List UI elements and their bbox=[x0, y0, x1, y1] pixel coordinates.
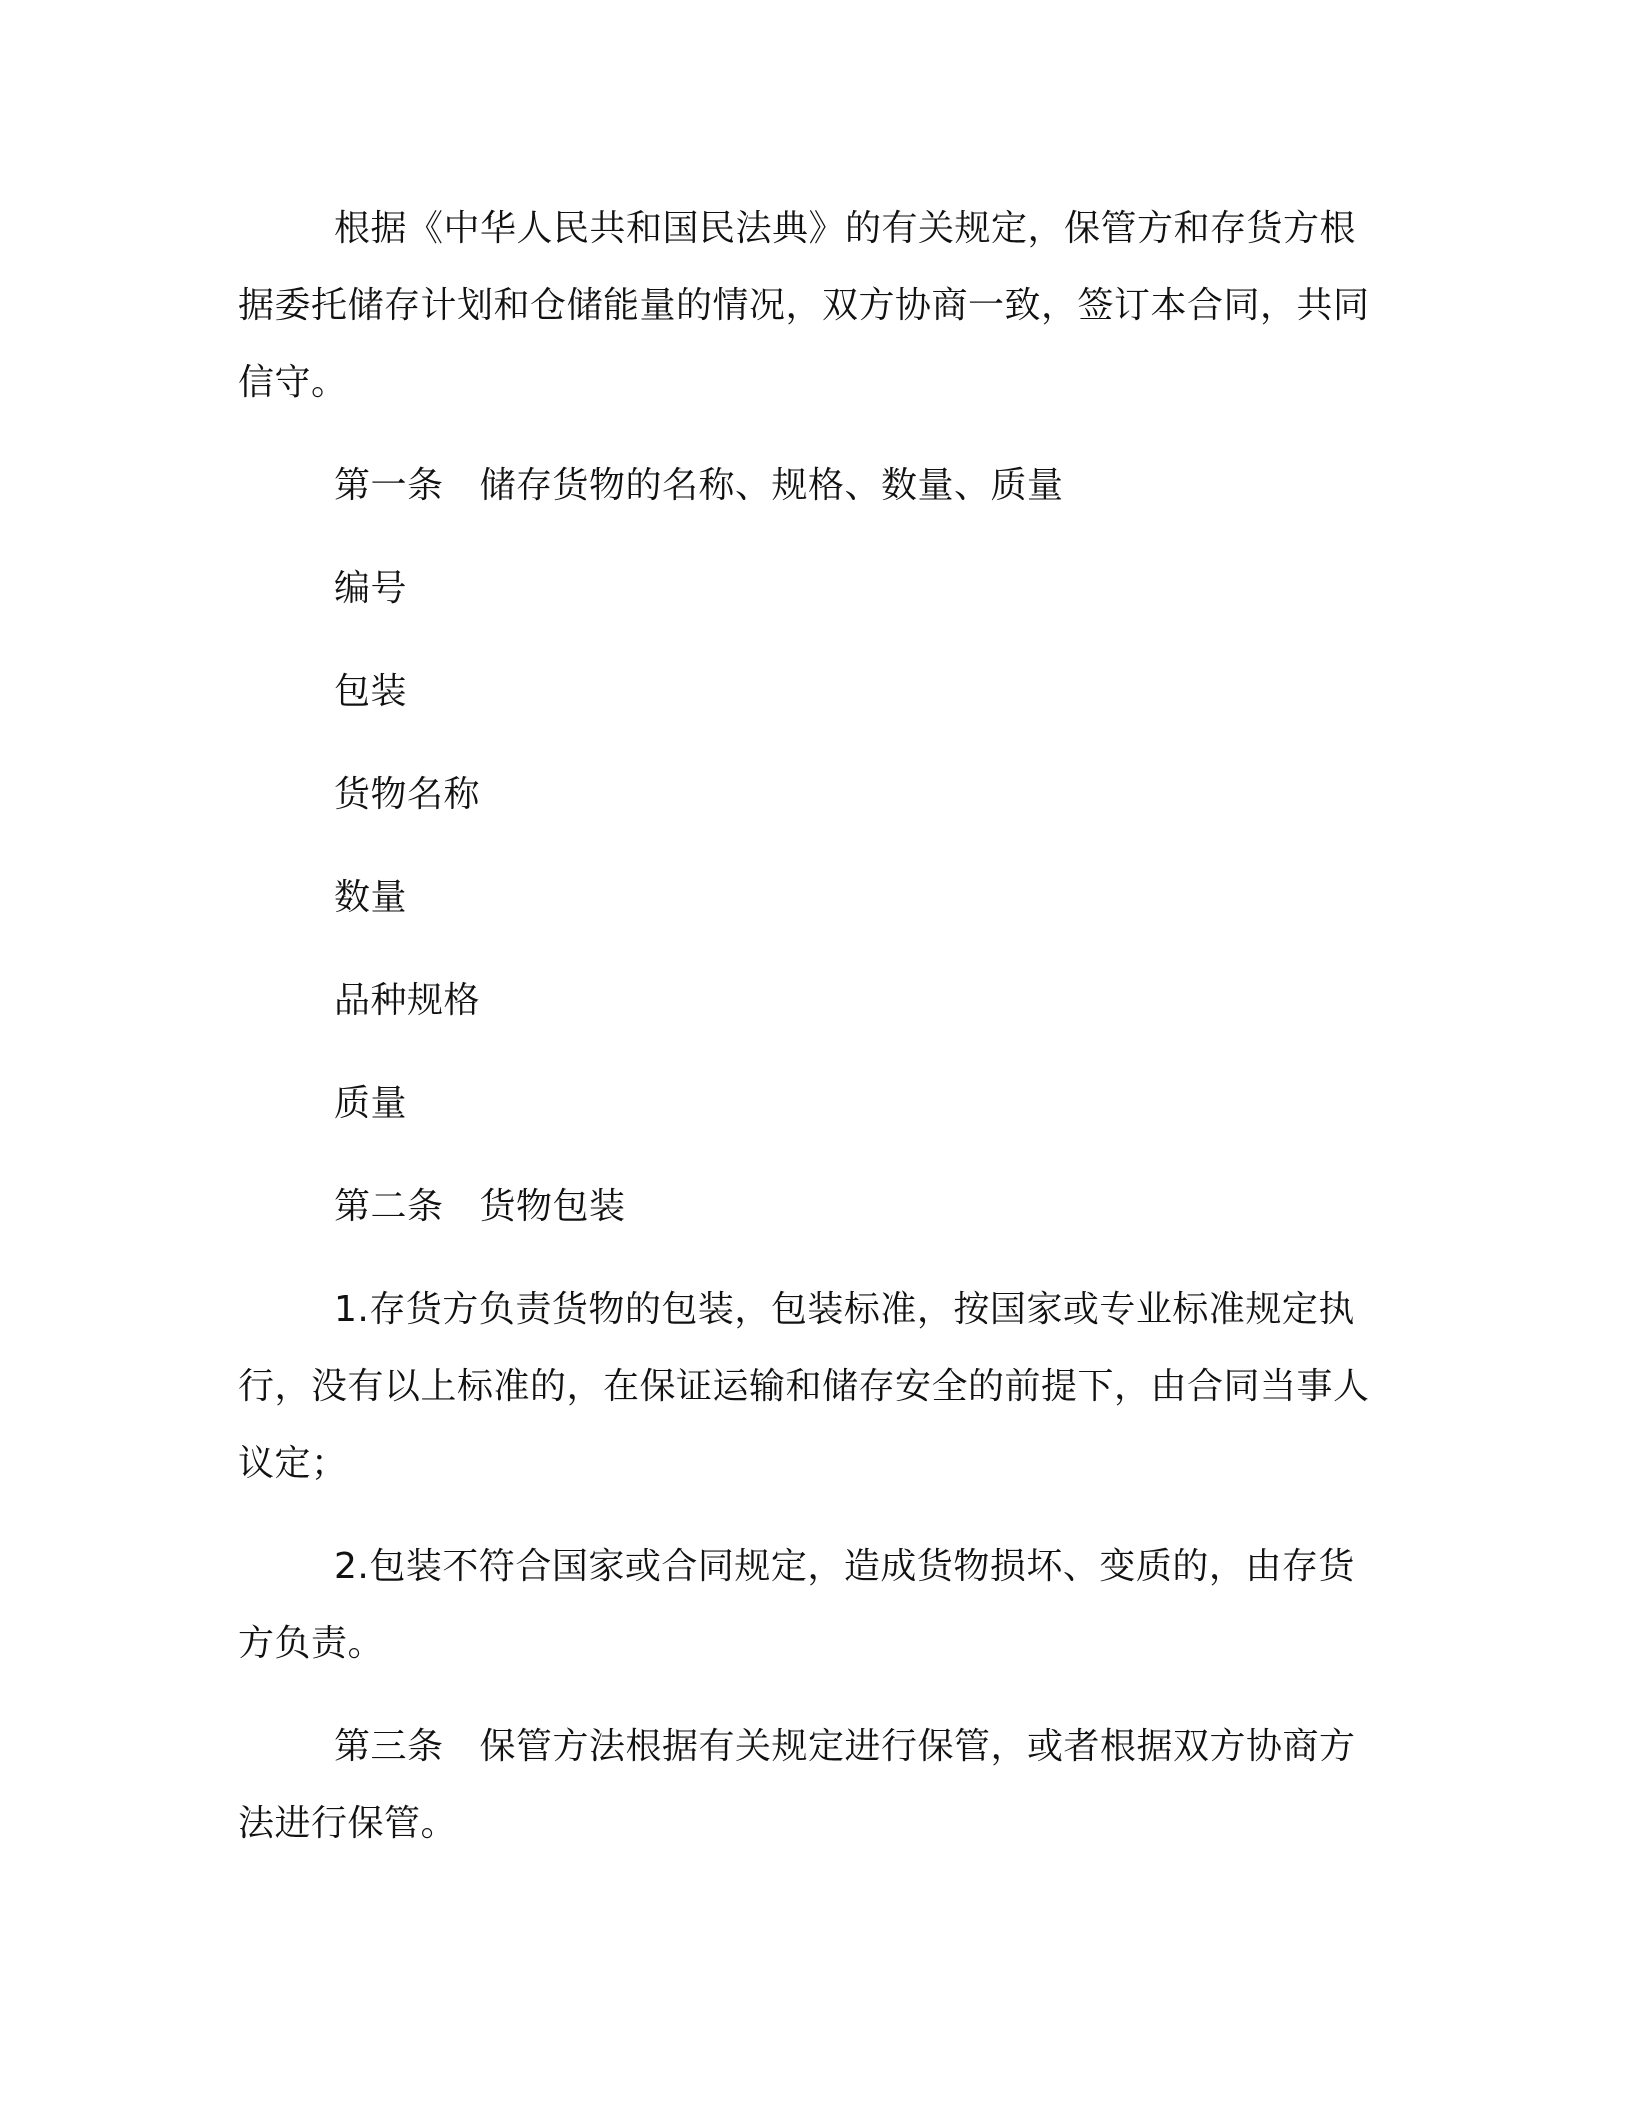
article-1-title: 储存货物的名称、规格、数量、质量 bbox=[479, 465, 1064, 506]
article-2-number: 第二条 bbox=[334, 1186, 444, 1227]
article-3-text: 保管方法根据有关规定进行保管，或者根据双方协商方法进行保管。 bbox=[238, 1726, 1356, 1844]
article-1-heading bbox=[238, 447, 1388, 524]
article-3-paragraph bbox=[238, 1708, 1388, 1862]
article-2-heading bbox=[238, 1168, 1388, 1245]
article-1-number: 第一条 bbox=[334, 465, 444, 506]
article-3-number: 第三条 bbox=[334, 1726, 444, 1767]
article-2-clause-1: 1.存货方负责货物的包装，包装标准，按国家或专业标准规定执行，没有以上标准的，在保证运输和储存安全的前提下，由合同当事人议定； bbox=[238, 1289, 1370, 1484]
document-body bbox=[238, 190, 1388, 1862]
article-1-item: 质量 bbox=[334, 1083, 408, 1124]
article-1-item: 编号 bbox=[334, 568, 408, 609]
article-1-item: 品种规格 bbox=[334, 980, 481, 1021]
article-1-item: 货物名称 bbox=[334, 774, 481, 815]
article-1-item: 数量 bbox=[334, 877, 408, 918]
article-1-item: 包装 bbox=[334, 671, 408, 712]
article-2-title: 货物包装 bbox=[479, 1186, 626, 1227]
intro-paragraph: 根据《中华人民共和国民法典》的有关规定，保管方和存货方根据委托储存计划和仓储能量的情况，双方协商一致，签订本合同，共同信守。 bbox=[238, 208, 1370, 403]
article-2-clause-2: 2.包装不符合国家或合同规定，造成货物损坏、变质的，由存货方负责。 bbox=[238, 1546, 1355, 1664]
